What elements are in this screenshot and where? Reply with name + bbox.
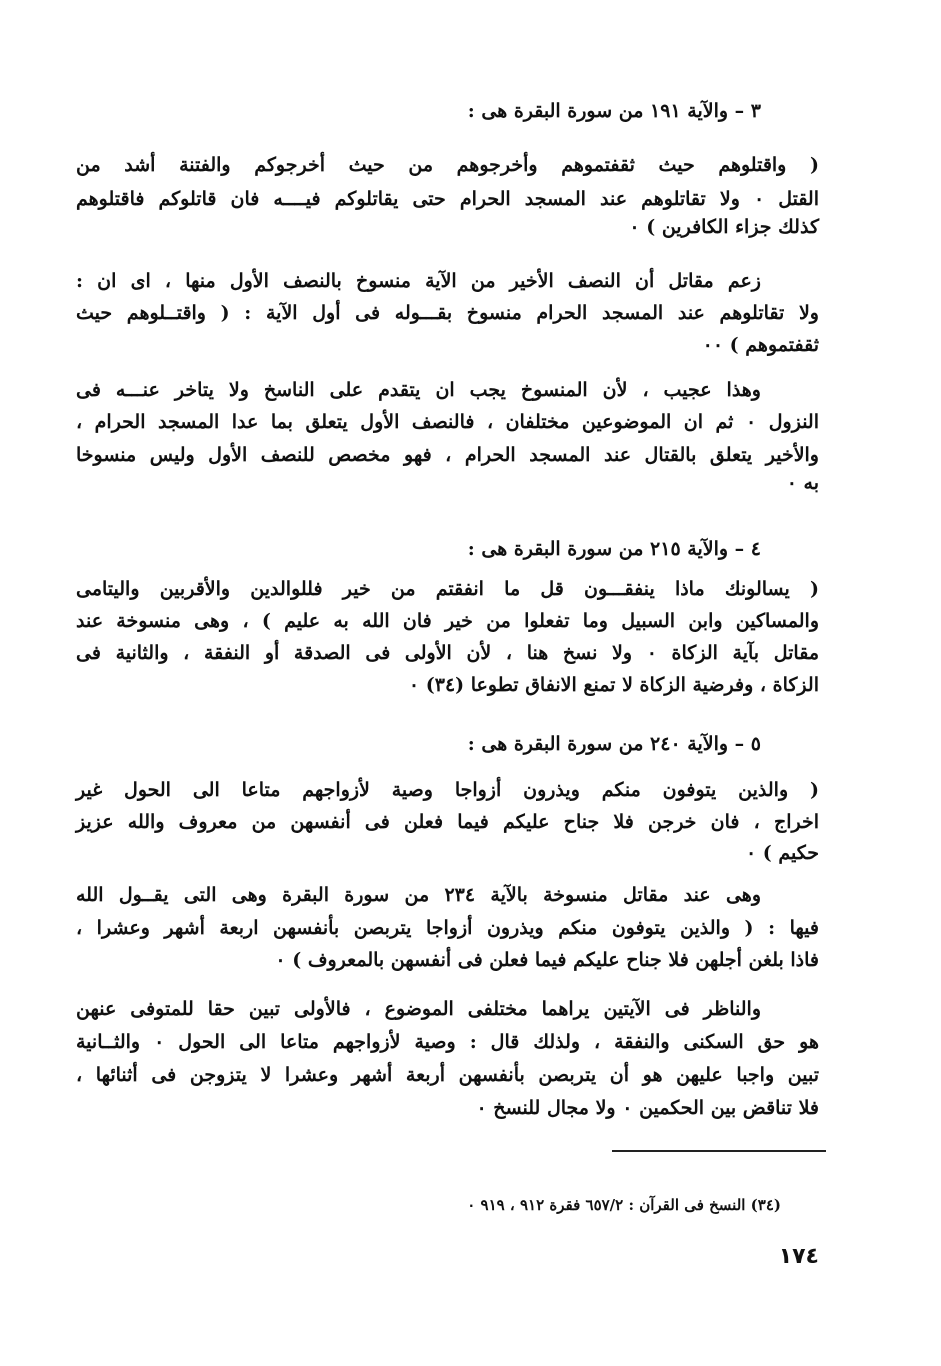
quote-line: كذلك جزاء الكافرين ) ٠ bbox=[629, 216, 819, 238]
paragraph-line: وهذا عجيب ، لأن المنسوخ يجب ان يتقدم على الناسخ ولا يتاخر عنـــه فى bbox=[76, 379, 761, 401]
paragraph-line: هو حق السكنى والنفقة ، ولذلك قال : وصية لأزواجهم متاعا الى الحول ٠ والثــانية bbox=[76, 1031, 819, 1053]
quote-line: اخراج ، فان خرجن فلا جناح عليكم فيما فعلن فى أنفسهن من معروف والله عزيز bbox=[76, 811, 819, 833]
paragraph-line: ثقفتموهم ) ٠٠ bbox=[702, 334, 819, 356]
quote-line: ( يسالونك ماذا ينفقـــون قل ما انفقتم من خير فللوالدين والأقربين واليتامى bbox=[76, 578, 819, 600]
quote-line: الزكاة ، وفرضية الزكاة لا تمنع الانفاق تطوعا (٣٤) ٠ bbox=[408, 674, 819, 696]
paragraph-line: فلا تناقض بين الحكمين ٠ ولا مجال للنسخ ٠ bbox=[476, 1097, 819, 1119]
paragraph-line: والأخير يتعلق بالقتال عند المسجد الحرام ، فهو مخصص للنصف الأول وليس منسوخا bbox=[76, 444, 819, 466]
paragraph-line: فاذا بلغن أجلهن فلا جناح عليكم فيما فعلن فى أنفسهن بالمعروف ) ٠ bbox=[275, 949, 819, 971]
section-heading: ٤ – والآية ٢١٥ من سورة البقرة هى : bbox=[467, 538, 761, 560]
paragraph-line: زعم مقاتل أن النصف الأخير من الآية منسوخ بالنصف الأول منها ، اى ان : bbox=[76, 270, 761, 292]
footnote-divider bbox=[612, 1150, 826, 1152]
page-number: ١٧٤ bbox=[778, 1244, 819, 1269]
paragraph-line: به ٠ bbox=[786, 472, 819, 494]
paragraph-line: والناظر فى الآيتين يراهما مختلفى الموضوع ، فالأولى تبين حقا للمتوفى عنهن bbox=[76, 998, 761, 1020]
quote-line: حكيم ) ٠ bbox=[745, 842, 819, 864]
footnote: (٣٤) النسخ فى القرآن : ٦٥٧/٢ فقرة ٩١٢ ، ٩١٩ ٠ bbox=[467, 1196, 781, 1214]
quote-line: ( واقتلوهم حيث ثقفتموهم وأخرجوهم من حيث أخرجوكم والفتنة أشد من bbox=[76, 154, 819, 176]
paragraph-line: تبين واجبا عليهن هو أن يتربصن بأنفسهن أربعة أشهر وعشرا لا يتزوجن فى أثنائها ، bbox=[76, 1064, 819, 1086]
paragraph-line: النزول ٠ ثم ان الموضوعين مختلفان ، فالنصف الأول يتعلق بما عدا المسجد الحرام ، bbox=[76, 411, 819, 433]
paragraph-line: فيها : ( والذين يتوفون منكم ويذرون أزواجا يتربصن بأنفسهن اربعة أشهر وعشرا ، bbox=[76, 917, 819, 939]
section-heading: ٥ – والآية ٢٤٠ من سورة البقرة هى : bbox=[467, 733, 761, 755]
quote-line: مقاتل بآية الزكاة ٠ ولا نسخ هنا ، لأن الأولى فى الصدقة أو النفقة ، والثانية فى bbox=[76, 642, 819, 664]
quote-line: والمساكين وابن السبيل وما تفعلوا من خير فان الله به عليم ) ، وهى منسوخة عند bbox=[76, 610, 819, 632]
paragraph-line: ولا تقاتلوهم عند المسجد الحرام منسوخ بقـــوله فى أول الآية : ( واقتــلوهم حيث bbox=[76, 302, 819, 324]
paragraph-line: وهى عند مقاتل منسوخة بالآية ٢٣٤ من سورة البقرة وهى التى يقــول الله bbox=[76, 884, 761, 906]
quote-line: ( والذين يتوفون منكم ويذرون أزواجا وصية لأزواجهم متاعا الى الحول غير bbox=[76, 779, 819, 801]
section-heading: ٣ – والآية ١٩١ من سورة البقرة هى : bbox=[467, 100, 761, 122]
quote-line: القتل ٠ ولا تقاتلوهم عند المسجد الحرام حتى يقاتلوكم فيــــه فان قاتلوكم فاقتلوهم bbox=[76, 188, 819, 210]
